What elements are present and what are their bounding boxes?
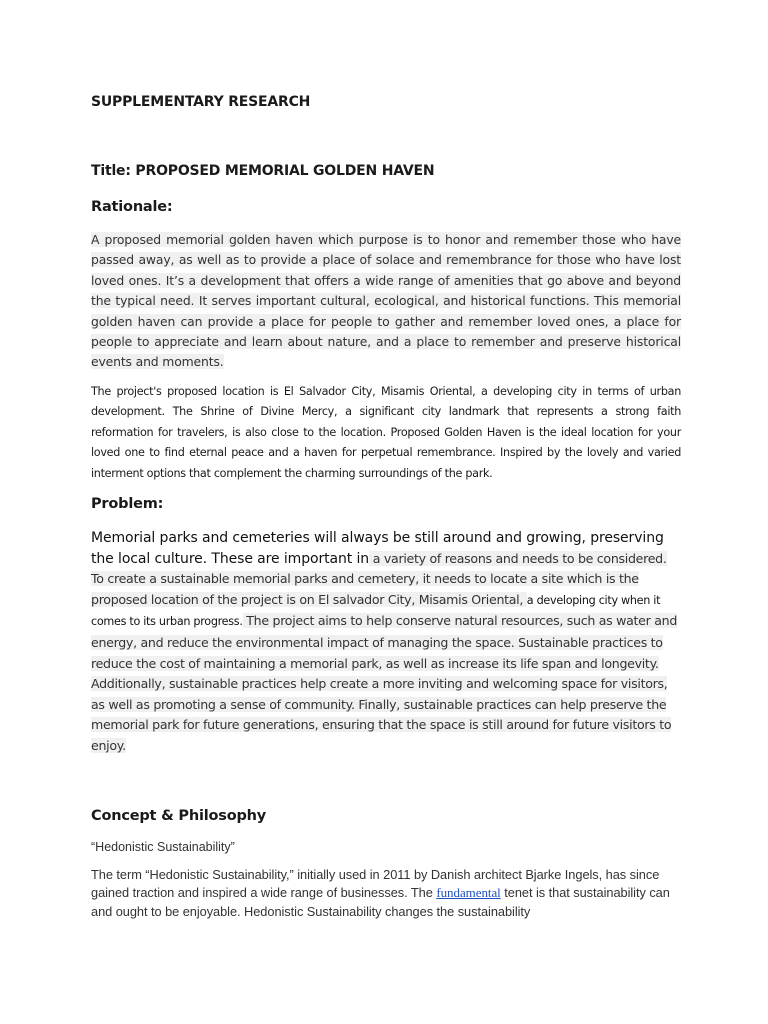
rationale-paragraph-1 <box>91 230 681 373</box>
title-text: PROPOSED MEMORIAL GOLDEN HAVEN <box>135 163 435 179</box>
problem-text-c: The project aims to help conserve natural resources, such as water and energy, and reduce the environmental impact of managing the space. Sustainable practices to reduce the cost of maintaining a memorial park, as well as increase its life span and longevity. Additionally, sustainable practices help create a more inviting and welcoming space for visitors, as well as promoting a sense of community. Finally, sustainable practices can help preserve the memorial park for future generations, ensuring that the space is still around for future visitors to enjoy. <box>91 613 678 753</box>
problem-paragraph <box>91 528 681 757</box>
problem-text-a: a variety of reasons and needs to be considered. To create a sustainable memorial parks and cemetery, it needs to locate a site which is the proposed location of the project is on El salvador City, Misamis Oriental, <box>91 550 667 607</box>
concept-paragraph <box>91 866 681 921</box>
concept-text-b: tenet is that sustainability can and ought to be enjoyable. Hedonistic Sustainability changes the sustainability <box>91 885 670 919</box>
document-title <box>91 163 681 179</box>
concept-heading: Concept & Philosophy <box>91 808 267 824</box>
problem-lead-text: Memorial parks and cemeteries will always be still around and growing, preserving the local culture. These are important in <box>91 530 664 567</box>
rationale-paragraph-2: The project's proposed location is El Salvador City, Misamis Oriental, a developing city in terms of urban development. The Shrine of Divine Mercy, a significant city landmark that represents a strong faith reformation for travelers, is also close to the location. Proposed Golden Haven is the ideal location for your loved one to find eternal peace and a haven for perpetual remembrance. Inspired by the lovely and varied interment options that complement the charming surroundings of the park. <box>91 385 681 480</box>
rationale-paragraph-1-text: A proposed memorial golden haven which purpose is to honor and remember those who have passed away, as well as to provide a place of solace and remembrance for those who have lost loved ones. It’s a development that offers a wide range of amenities that go above and beyond the typical need. It serves important cultural, ecological, and historical functions. This memorial golden haven can provide a place for people to gather and remember loved ones, a place for people to appreciate and learn about nature, and a place to remember and preserve historical events and moments. <box>91 232 681 370</box>
rationale-heading: Rationale: <box>91 199 173 215</box>
problem-heading: Problem: <box>91 496 164 512</box>
concept-quote: “Hedonistic Sustainability” <box>91 840 235 854</box>
concept-text-a: The term “Hedonistic Sustainability,” initially used in 2011 by Danish architect Bjarke Ingels, has since gained traction and inspired a wide range of businesses. The <box>91 867 660 901</box>
fundamental-link[interactable]: fundamental <box>436 885 501 901</box>
document-heading: SUPPLEMENTARY RESEARCH <box>91 94 311 110</box>
title-label: Title: <box>91 163 131 179</box>
problem-text-b: a developing city when it comes to its urban progress. <box>91 593 661 629</box>
